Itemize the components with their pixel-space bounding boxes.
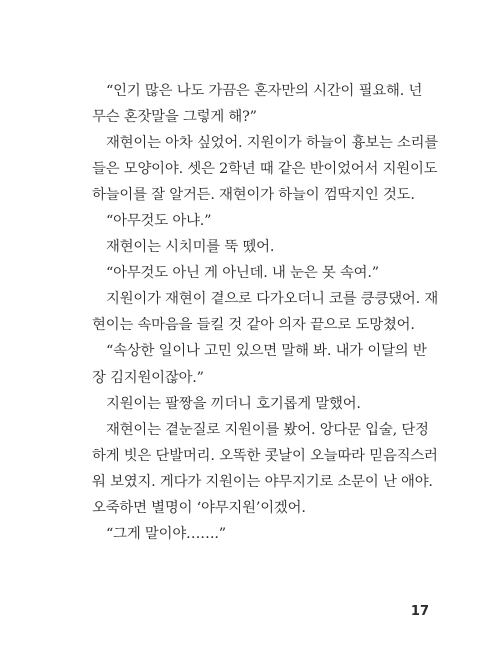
text-line: 들은 모양이야. 셋은 2학년 때 같은 반이었어서 지원이도 bbox=[92, 161, 438, 178]
page-number: 17 bbox=[410, 604, 429, 619]
text-line: “아무것도 아닌 게 아닌데. 내 눈은 못 속여.” bbox=[106, 265, 379, 282]
text-line: 하늘이를 잘 알거든. 재현이가 하늘이 껌딱지인 것도. bbox=[92, 187, 415, 204]
text-line: 재현이는 곁눈질로 지원이를 봤어. 앙다문 입술, 단정 bbox=[106, 421, 429, 438]
text-line: “인기 많은 나도 가끔은 혼자만의 시간이 필요해. 넌 bbox=[106, 83, 423, 99]
text-line: 지원이가 재현이 곁으로 다가오더니 코를 킁킁댔어. 재 bbox=[106, 291, 439, 308]
text-line: 장 김지원이잖아.” bbox=[92, 369, 204, 386]
text-line: 워 보였지. 게다가 지원이는 야무지기로 소문이 난 애야. bbox=[92, 473, 433, 490]
text-line: 오죽하면 별명이 ‘야무지원’이겠어. bbox=[92, 499, 306, 516]
text-line: 하게 빗은 단발머리. 오똑한 콧날이 오늘따라 믿음직스러 bbox=[92, 447, 438, 464]
text-line: “그게 말이야…….” bbox=[106, 525, 226, 542]
text-line: 무슨 혼잣말을 그렇게 해?” bbox=[92, 109, 257, 126]
text-line: 지원이는 팔짱을 끼더니 호기롭게 말했어. bbox=[106, 395, 361, 412]
text-line: 현이는 속마음을 들킬 것 같아 의자 끝으로 도망쳤어. bbox=[92, 317, 415, 334]
text-line: 재현이는 시치미를 뚝 뗐어. bbox=[106, 239, 275, 256]
text-line: “아무것도 아냐.” bbox=[106, 213, 212, 230]
text-line: 재현이는 아차 싶었어. 지원이가 하늘이 흉보는 소리를 bbox=[106, 135, 439, 152]
body-text bbox=[92, 78, 439, 547]
text-line: “속상한 일이나 고민 있으면 말해 봐. 내가 이달의 반 bbox=[106, 343, 427, 360]
